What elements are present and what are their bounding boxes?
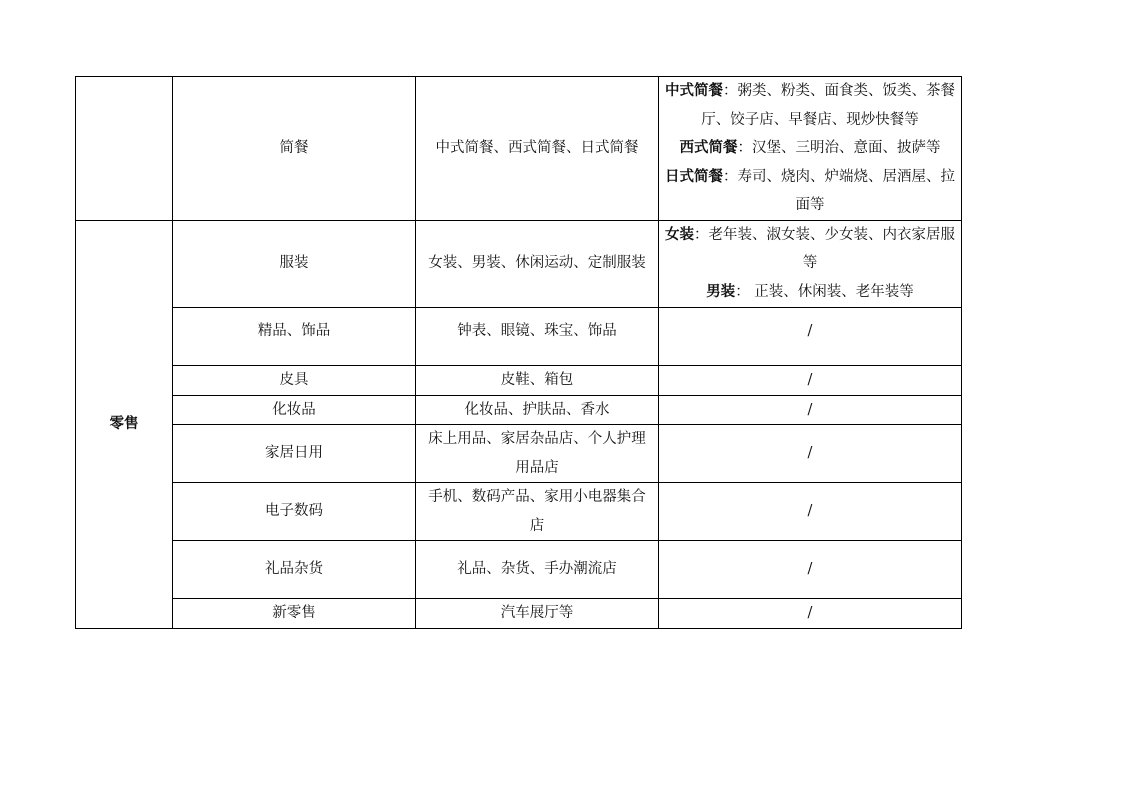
table-row	[76, 425, 962, 483]
detail-key: 日式简餐	[665, 167, 723, 185]
table-row	[76, 483, 962, 541]
business-type-table	[75, 76, 962, 629]
detail-cell	[659, 220, 962, 307]
table-row	[76, 599, 962, 629]
detail-text: ： 正装、休闲装、老年装等	[735, 283, 914, 300]
detail-text: ：老年装、淑女装、少女装、内衣家居服等	[694, 226, 955, 272]
detail-cell	[659, 77, 962, 221]
detail-line	[665, 163, 955, 220]
detail-line	[665, 278, 955, 307]
detail-cell: /	[659, 541, 962, 599]
detail-cell: /	[659, 307, 962, 365]
content-cell: 女装、男装、休闲运动、定制服装	[416, 220, 659, 307]
table-row	[76, 365, 962, 395]
detail-line	[665, 134, 955, 163]
content-cell: 手机、数码产品、家用小电器集合店	[416, 483, 659, 541]
type-cell: 简餐	[173, 77, 416, 221]
content-cell: 汽车展厅等	[416, 599, 659, 629]
type-cell: 礼品杂货	[173, 541, 416, 599]
detail-cell: /	[659, 425, 962, 483]
type-cell: 精品、饰品	[173, 307, 416, 365]
type-cell: 皮具	[173, 365, 416, 395]
detail-line	[665, 221, 955, 278]
detail-cell: /	[659, 483, 962, 541]
content-cell: 床上用品、家居杂品店、个人护理用品店	[416, 425, 659, 483]
type-cell: 化妆品	[173, 395, 416, 425]
category-cell	[76, 77, 173, 221]
detail-cell: /	[659, 365, 962, 395]
detail-text: ：粥类、粉类、面食类、饭类、茶餐厅、饺子店、早餐店、现炒快餐等	[701, 83, 955, 128]
content-cell: 中式简餐、西式简餐、日式简餐	[416, 77, 659, 221]
detail-cell: /	[659, 599, 962, 629]
content-cell: 礼品、杂货、手办潮流店	[416, 541, 659, 599]
detail-text: ：汉堡、三明治、意面、披萨等	[737, 140, 941, 156]
category-cell-retail: 零售	[76, 220, 173, 629]
detail-cell: /	[659, 395, 962, 425]
type-cell: 服装	[173, 220, 416, 307]
detail-key: 女装	[665, 225, 694, 243]
table-row	[76, 77, 962, 221]
detail-text: ：寿司、烧肉、炉端烧、居酒屋、拉面等	[723, 168, 955, 213]
type-cell: 新零售	[173, 599, 416, 629]
detail-line	[665, 77, 955, 134]
type-cell: 电子数码	[173, 483, 416, 541]
type-cell: 家居日用	[173, 425, 416, 483]
content-cell: 化妆品、护肤品、香水	[416, 395, 659, 425]
table-row	[76, 395, 962, 425]
table-row	[76, 541, 962, 599]
detail-key: 男装	[706, 282, 736, 300]
table-row	[76, 307, 962, 365]
table-row	[76, 220, 962, 307]
detail-key: 中式简餐	[665, 82, 723, 99]
content-cell: 皮鞋、箱包	[416, 365, 659, 395]
content-cell: 钟表、眼镜、珠宝、饰品	[416, 307, 659, 365]
detail-key: 西式简餐	[679, 139, 738, 156]
